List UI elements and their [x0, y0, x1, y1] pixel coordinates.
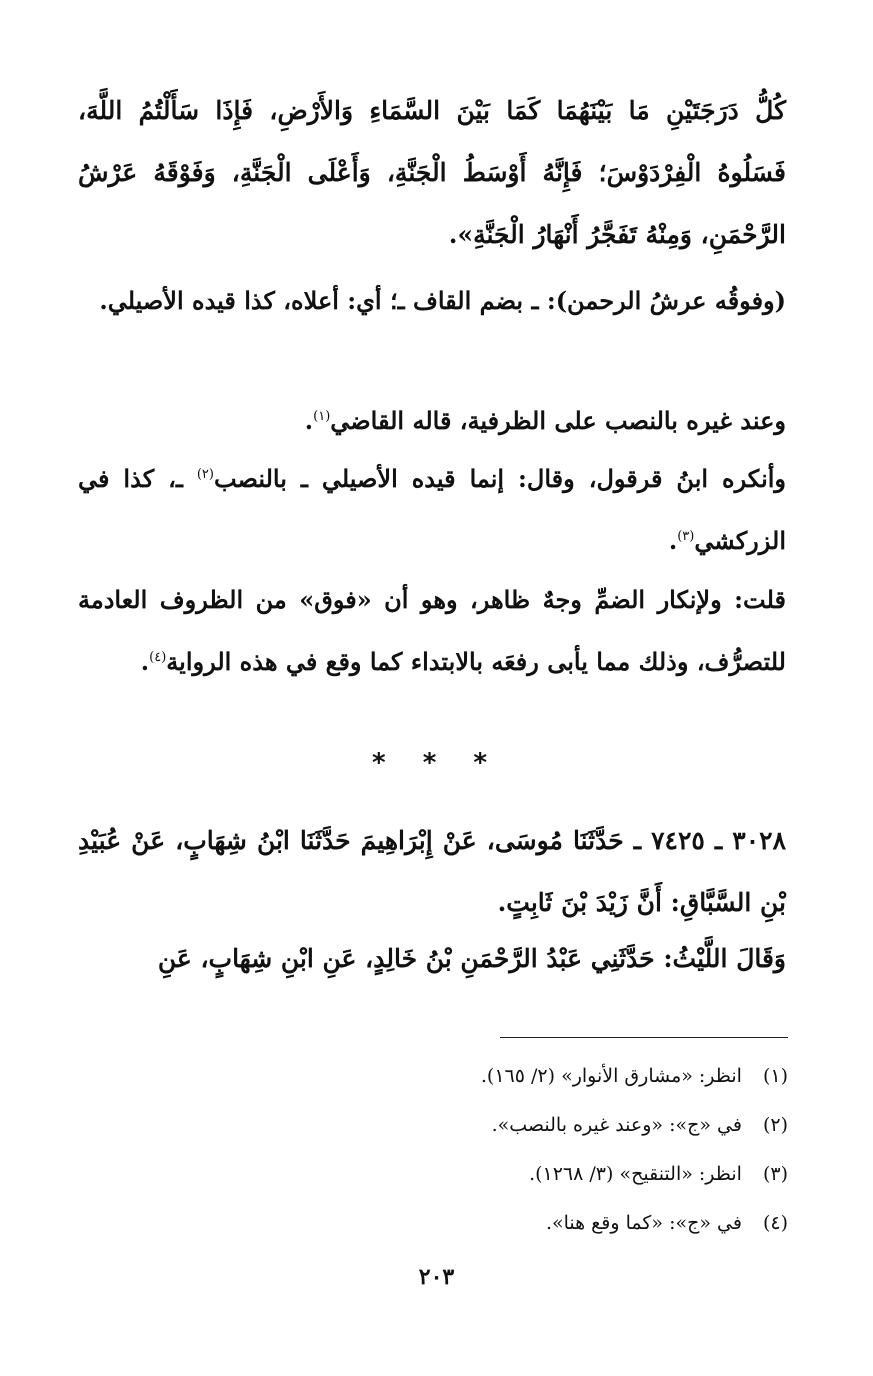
footnote-ref-2[interactable]: (٢) [196, 467, 214, 482]
hadith-continuation-text: كُلُّ دَرَجَتَيْنِ مَا بَيْنَهُمَا كَمَا بَيْنَ السَّمَاءِ وَالأَرْضِ، فَإِذَا سَأَلْتُمُ اللَّهَ، فَسَلُوهُ الْفِرْدَوْسَ؛ فَإِنَّهُ أَوْسَطُ الْجَنَّةِ، وَأَعْلَى الْجَنَّةِ، وَفَوْقَهُ عَرْشُ الرَّحْمَنِ، وَمِنْهُ تَفَجَّرُ أَنْهَارُ الْجَنَّةِ». [78, 96, 786, 249]
commentary-text-4: قلت: ولإنكار الضمِّ وجهٌ ظاهر، وهو أن «فوق» من الظروف العادمة للتصرُّف، وذلك مما يأبى رفعَه بالابتداء كما وقع في هذه الرواية [78, 585, 786, 676]
footnote-2-text: في «ج»: «وعند غيره بالنصب». [491, 1114, 742, 1136]
section-separator: * * * [372, 748, 501, 778]
footnote-3 [78, 1150, 788, 1199]
footnote-4-number: (٤) [762, 1212, 788, 1234]
commentary-paragraph-2: وعند غيره بالنصب على الظرفية، قاله القاضي$^{(١)}$. [304, 406, 786, 435]
hadith-laith [78, 928, 786, 990]
footnote-3-number: (٣) [762, 1163, 788, 1185]
hadith-3028 [78, 810, 786, 934]
commentary-text-3a: وأنكره ابنُ قرقول، وقال: إنما قيده الأصيلي ـ بالنصب [213, 464, 787, 493]
footnote-divider [500, 1037, 788, 1038]
page-number: ٢٠٣ [418, 1264, 455, 1290]
hadith-3028-text: ٣٠٢٨ ـ ٧٤٢٥ ـ حَدَّثَنَا مُوسَى، عَنْ إِبْرَاهِيمَ حَدَّثَنَا ابْنُ شِهَابٍ، عَنْ عُبَيْدِ بْنِ السَّبَّاقِ: أَنَّ زَيْدَ بْنَ ثَابِتٍ. [78, 826, 787, 917]
footnote-4 [78, 1199, 788, 1248]
commentary-text-2: وعند غيره بالنصب على الظرفية، قاله القاضي [330, 406, 786, 435]
hadith-continuation [78, 80, 786, 266]
footnote-3-text: انظر: «التنقيح» (٣/ ١٢٦٨). [529, 1163, 742, 1185]
footnote-ref-3[interactable]: (٣) [677, 529, 695, 544]
commentary-paragraph-3: وأنكره ابنُ قرقول، وقال: إنما قيده الأصيلي ـ بالنصب$^{(٢)}$ ـ، كذا في الزركشي$^{(٣)}$. [78, 464, 787, 555]
hadith-laith-text: وَقَالَ اللَّيْثُ: حَدَّثَنِي عَبْدُ الرَّحْمَنِ بْنُ خَالِدٍ، عَنِ ابْنِ شِهَابٍ، عَنِ [157, 944, 786, 973]
commentary-paragraph-4: قلت: ولإنكار الضمِّ وجهٌ ظاهر، وهو أن «فوق» من الظروف العادمة للتصرُّف، وذلك مما يأبى رفعَه بالابتداء كما وقع في هذه الرواية$^{(٤)}$. [78, 585, 786, 676]
footnote-2-number: (٢) [762, 1114, 788, 1136]
footnote-ref-1[interactable]: (١) [313, 409, 331, 424]
commentary-paragraph-1 [78, 270, 786, 332]
footnote-1 [78, 1052, 788, 1101]
footnote-1-number: (١) [762, 1065, 788, 1087]
footnote-4-text: في «ج»: «كما وقع هنا». [545, 1212, 742, 1234]
footnote-1-text: انظر: «مشارق الأنوار» (٢/ ١٦٥). [480, 1065, 742, 1087]
footnote-2 [78, 1101, 788, 1150]
footnotes-section [78, 1052, 788, 1248]
commentary-text-1: (وفوقُه عرشُ الرحمن): ـ بضم القاف ـ؛ أي: أعلاه، كذا قيده الأصيلي. [99, 286, 786, 315]
commentary-text-3b: ـ، كذا في الزركشي [78, 464, 786, 555]
footnote-ref-4[interactable]: (٤) [149, 650, 167, 665]
